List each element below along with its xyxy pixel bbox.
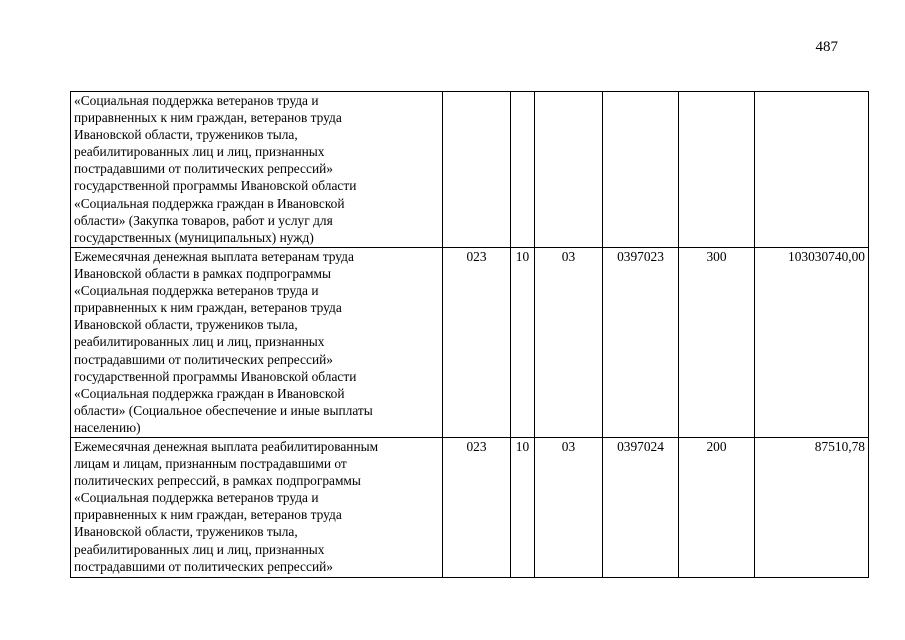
description-line: «Социальная поддержка ветеранов труда и — [74, 283, 319, 299]
description-line: «Социальная поддержка ветеранов труда и — [74, 490, 319, 506]
table-row — [71, 438, 869, 578]
ministry-code-cell — [443, 92, 511, 248]
target-article-cell: 0397023 — [603, 248, 679, 438]
description-line: лицам и лицам, признанным пострадавшими от — [74, 456, 347, 472]
description-line: «Социальная поддержка граждан в Ивановской — [74, 385, 345, 401]
description-line: Ежемесячная денежная выплата реабилитированным — [74, 439, 379, 454]
description-line: Ивановской области, тружеников тыла, — [74, 524, 298, 540]
description-cell — [71, 438, 443, 578]
description-line: пострадавшими от политических репрессий» — [74, 558, 333, 574]
description-line: государственных (муниципальных) нужд) — [74, 229, 314, 245]
expense-type-cell — [679, 92, 755, 248]
description-line: Ивановской области, тружеников тыла, — [74, 127, 298, 143]
expense-type-cell: 300 — [679, 248, 755, 438]
ministry-code-cell: 023 — [443, 438, 511, 578]
description-line: «Социальная поддержка граждан в Ивановской — [74, 195, 345, 211]
target-article-cell: 0397024 — [603, 438, 679, 578]
description-line: Ивановской области, тружеников тыла, — [74, 317, 298, 333]
subsection-code-cell: 03 — [535, 248, 603, 438]
ministry-code-cell: 023 — [443, 248, 511, 438]
description-line: государственной программы Ивановской области — [74, 368, 357, 384]
description-line: государственной программы Ивановской области — [74, 178, 357, 194]
subsection-code-cell: 03 — [535, 438, 603, 578]
description-line: реабилитированных лиц и лиц, признанных — [74, 144, 325, 160]
target-article-cell — [603, 92, 679, 248]
description-line: Ежемесячная денежная выплата ветеранам труда — [74, 249, 354, 264]
description-cell — [71, 248, 443, 438]
section-code-cell — [511, 92, 535, 248]
table-row — [71, 248, 869, 438]
description-line: области» (Социальное обеспечение и иные выплаты — [74, 402, 373, 418]
section-code-cell: 10 — [511, 248, 535, 438]
description-line: области» (Закупка товаров, работ и услуг для — [74, 212, 333, 228]
description-line: приравненных к ним граждан, ветеранов труда — [74, 300, 342, 316]
subsection-code-cell — [535, 92, 603, 248]
description-line: приравненных к ним граждан, ветеранов труда — [74, 507, 342, 523]
description-cell — [71, 92, 443, 248]
description-line: пострадавшими от политических репрессий» — [74, 161, 333, 177]
description-line: пострадавшими от политических репрессий» — [74, 351, 333, 367]
section-code-cell: 10 — [511, 438, 535, 578]
description-line: политических репрессий, в рамках подпрограммы — [74, 473, 361, 489]
description-line: приравненных к ним граждан, ветеранов труда — [74, 110, 342, 126]
budget-table — [70, 91, 869, 578]
amount-cell — [755, 92, 869, 248]
amount-cell: 103030740,00 — [755, 248, 869, 438]
amount-cell: 87510,78 — [755, 438, 869, 578]
description-line: населению) — [74, 419, 141, 435]
table-row — [71, 92, 869, 248]
expense-type-cell: 200 — [679, 438, 755, 578]
description-line: реабилитированных лиц и лиц, признанных — [74, 334, 325, 350]
description-line: реабилитированных лиц и лиц, признанных — [74, 541, 325, 557]
description-line: «Социальная поддержка ветеранов труда и — [74, 93, 319, 108]
description-line: Ивановской области в рамках подпрограммы — [74, 266, 331, 282]
page-number: 487 — [815, 39, 838, 55]
